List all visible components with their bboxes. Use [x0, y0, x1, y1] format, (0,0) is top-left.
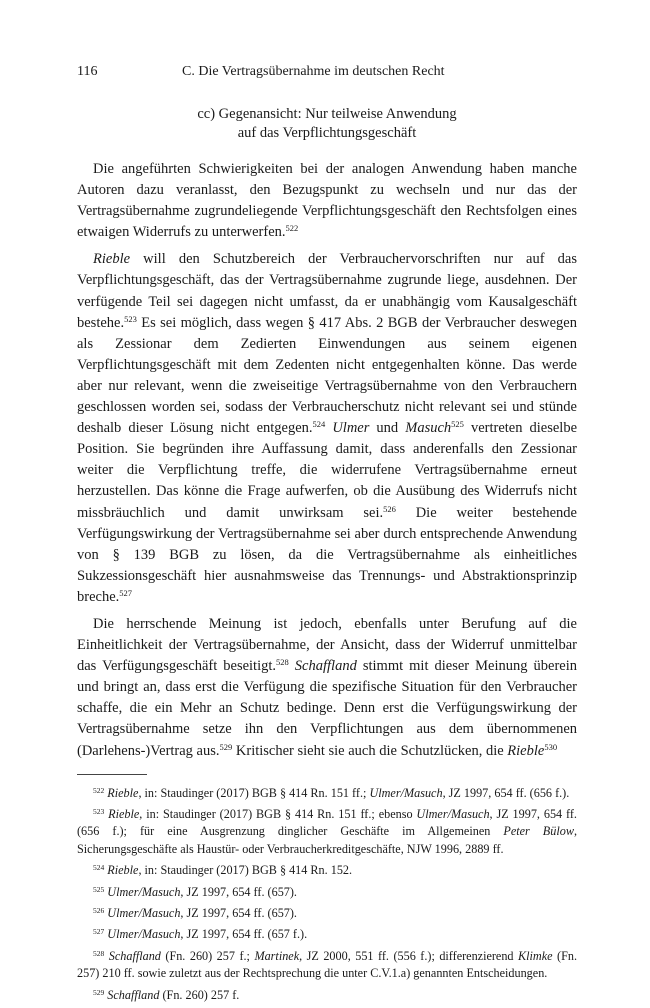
footnote-number: 529 — [93, 987, 105, 997]
text: , Sicherungsgeschäfte als Haustür- oder Verbraucherkreditgeschäfte, NJW 1996, 2889 ff. — [77, 824, 578, 856]
footnote-ref-527[interactable]: 527 — [119, 587, 133, 598]
author-name: Masuch — [405, 420, 452, 437]
text: will den Schutzbereich der Verbrauchervorschriften nur auf das Verpflichtungsgeschäft, das der Vertragsübernahme zugrunde liege, ausdehnen. Der verfügende Teil sei dagegen nicht umfasst, da er unabhängig vom Kausalgeschäft bestehe. — [77, 251, 577, 331]
body-text — [77, 159, 577, 762]
footnote-522 — [77, 785, 577, 802]
text: Die herrschende Meinung ist jedoch, ebenfalls unter Berufung auf die Einheitlichkeit der Vertragsübernahme, der Ansicht, dass der Widerruf unmittelbar das Verfügungsgeschäft beseitigt. — [77, 615, 577, 675]
footnote-number: 526 — [93, 906, 105, 916]
footnote-number: 522 — [93, 785, 105, 795]
paragraph-1 — [77, 159, 577, 243]
author-name: Schaffland — [107, 987, 160, 1002]
author-name: Ulmer/Masuch — [107, 927, 181, 942]
author-name: Ulmer/Masuch — [107, 906, 181, 921]
text: , JZ 1997, 654 ff. (657 f.). — [180, 927, 308, 942]
author-name: Rieble — [108, 807, 140, 822]
paragraph-2 — [77, 249, 577, 608]
footnote-528 — [77, 948, 577, 983]
footnote-number: 523 — [93, 807, 105, 817]
author-name: Ulmer/Masuch — [369, 785, 443, 800]
text: , JZ 1997, 654 ff. (656 f.); für eine Ausgrenzung dinglicher Geschäfte im Allgemeinen — [77, 807, 577, 839]
text: , in: Staudinger (2017) BGB § 414 Rn. 152. — [138, 863, 353, 878]
author-name: Klimke — [518, 948, 553, 963]
text: , JZ 1997, 654 ff. (657). — [180, 906, 297, 921]
text: Es sei möglich, dass wegen § 417 Abs. 2 BGB der Verbraucher deswegen als Zessionar dem Zedierten Einwendungen aus seinem eigenen Verpflichtungsgeschäft mit dem Zedenten nicht entgegenhalten könne. Das werde aber nur relevant, wenn die zweiseitige Vertragsübernahme von den Verbrauchern geschlossen worden sei, sodass der Verbraucherschutz nicht relevant sei und stünde deshalb dieser Lösung nicht entgegen. — [77, 314, 577, 437]
footnote-ref-523[interactable]: 523 — [124, 313, 137, 324]
author-name: Ulmer/Masuch — [107, 884, 181, 899]
page-number: 116 — [77, 64, 98, 79]
text: (Fn. 257) 210 ff. sowie zuletzt aus der Rechtsprechung die unter C.V.1.a) genannten Entscheidungen. — [77, 948, 578, 981]
footnote-ref-524[interactable]: 524 — [312, 419, 326, 430]
section-heading — [77, 105, 577, 143]
footnote-527 — [77, 926, 577, 943]
paragraph-3 — [77, 614, 577, 762]
text: stimmt mit dieser Meinung überein und bringt an, dass erst die Verfügung die spezifische Situation für den Verbraucher schaffe, die ein Mehr an Schutz bedinge. Denn erst die Verfügungswirkung der Vertragsübernahme setze ihn den Verpflichtungen aus dem übernommenen (Darlehens-)Vertrag aus. — [77, 658, 577, 759]
text: vertreten dieselbe Position. Sie begründen ihre Auffassung damit, dass anderenfalls den Zessionar weiter die Verpflichtung treffe, die widerrufene Vertragsübernahme erneut herzustellen. Das könne die Frage aufwerfen, ob die Ausübung des Widerrufs nicht missbräuchlich und damit unwirksam sei. — [77, 420, 578, 521]
author-name: Schaffland — [294, 658, 357, 675]
author-name: Rieble — [107, 863, 139, 878]
footnote-524 — [77, 862, 577, 879]
running-title: C. Die Vertragsübernahme im deutschen Recht — [182, 64, 445, 79]
author-name: Ulmer — [332, 420, 370, 437]
footnote-ref-526[interactable]: 526 — [383, 503, 396, 514]
footnote-number: 524 — [93, 863, 105, 873]
footnote-number: 527 — [93, 927, 105, 937]
text: , in: Staudinger (2017) BGB § 414 Rn. 151 ff.; — [138, 785, 370, 800]
footnote-divider — [77, 774, 147, 775]
footnote-ref-528[interactable]: 528 — [276, 657, 289, 668]
footnote-number: 525 — [93, 884, 105, 894]
section-heading-line-1: cc) Gegenansicht: Nur teilweise Anwendung — [197, 106, 457, 122]
running-header — [77, 64, 577, 84]
footnote-ref-530[interactable]: 530 — [544, 741, 558, 752]
footnote-525 — [77, 884, 577, 901]
text: (Fn. 260) 257 f.; — [160, 948, 255, 963]
text: Die weiter bestehende Verfügungswirkung der Vertragsübernahme sei aber durch entsprechende Anwendung von § 139 BGB zu lösen, da die Vertragsübernahme als einheitliches Sukzessionsgeschäft hier ausnahmsweise das Trennungs- und Abstraktionsprinzip breche. — [77, 504, 577, 605]
author-name: Rieble — [93, 251, 131, 268]
author-name: Peter Bülow — [503, 824, 574, 839]
footnote-ref-529[interactable]: 529 — [219, 741, 233, 752]
footnote-526 — [77, 905, 577, 922]
footnotes — [77, 785, 577, 1004]
footnote-523 — [77, 806, 577, 858]
book-page — [77, 64, 577, 1008]
author-name: Rieble — [507, 742, 545, 759]
text: , JZ 1997, 654 ff. (656 f.). — [442, 785, 570, 800]
author-name: Schaffland — [108, 948, 161, 963]
footnote-ref-522[interactable]: 522 — [285, 223, 299, 234]
author-name: Ulmer/Masuch — [416, 807, 490, 822]
author-name: Martinek — [254, 948, 300, 963]
section-heading-line-2: auf das Verpflichtungsgeschäft — [237, 125, 417, 141]
footnote-number: 528 — [93, 948, 105, 958]
text: , in: Staudinger (2017) BGB § 414 Rn. 151 ff.; ebenso — [139, 807, 417, 822]
text: Die angeführten Schwierigkeiten bei der analogen Anwendung haben manche Autoren dazu veranlasst, den Bezugspunkt zu wechseln und nur das der Vertragsübernahme zugrundeliegende Verpflichtungsgeschäft den Rechtsfolgen eines etwaigen Widerrufs zu unterwerfen. — [77, 161, 577, 241]
text: und — [369, 420, 406, 437]
text: Kritischer sieht sie auch die Schutzlücken, die — [232, 742, 508, 759]
text: , JZ 1997, 654 ff. (657). — [180, 884, 297, 899]
footnote-ref-525[interactable]: 525 — [451, 419, 464, 430]
author-name: Rieble — [107, 785, 139, 800]
footnote-529 — [77, 987, 577, 1004]
text: , JZ 2000, 551 ff. (556 f.); differenzierend — [299, 948, 519, 963]
text: (Fn. 260) 257 f. — [159, 987, 240, 1002]
